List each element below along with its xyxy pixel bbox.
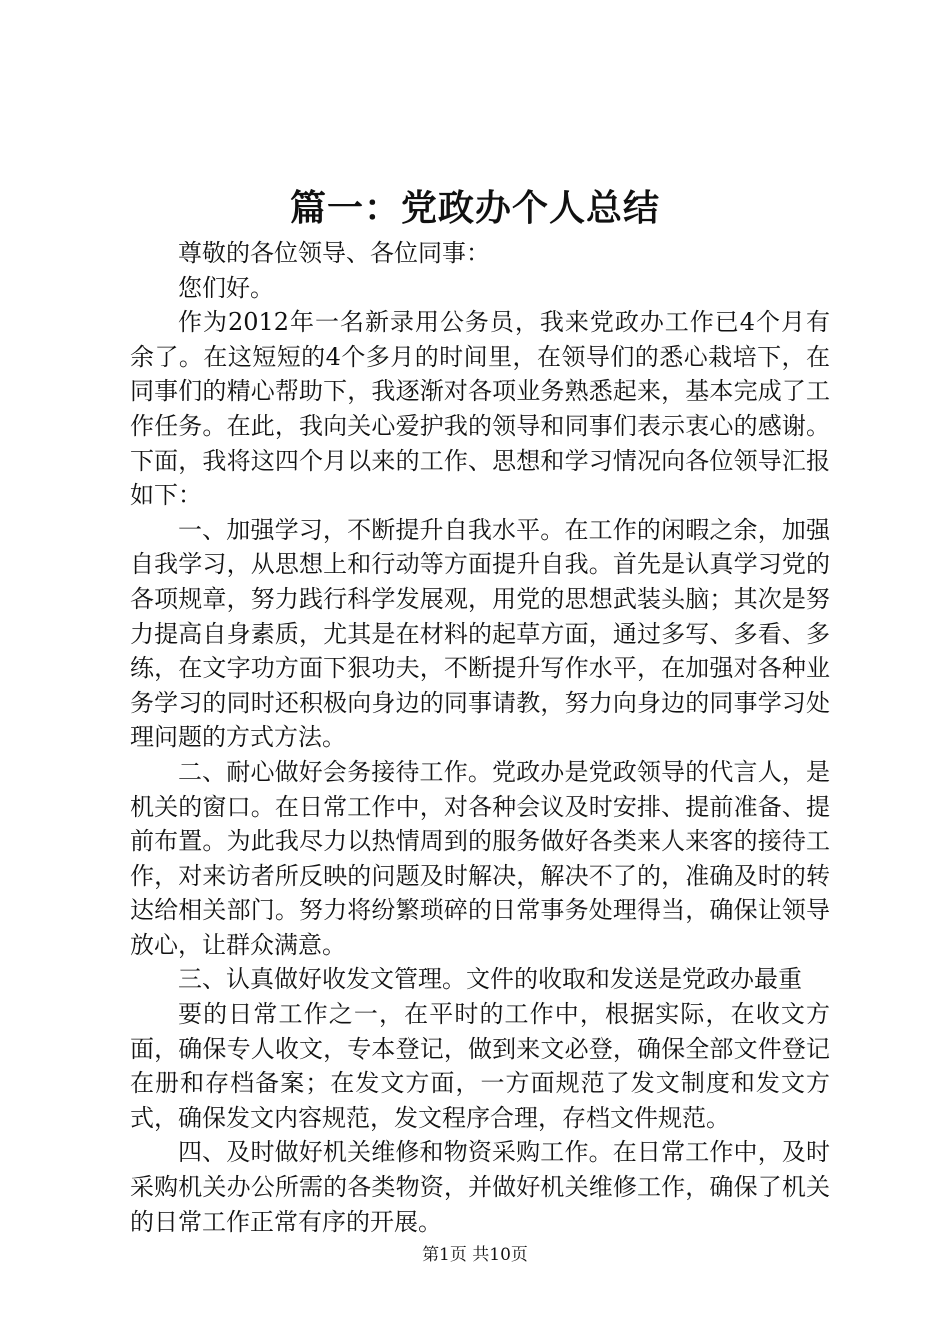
document-title: 篇一：党政办个人总结 — [289, 187, 660, 229]
page-number-footer: 第1页 共10页 — [422, 1245, 528, 1265]
paragraph-section-3-start: 三、认真做好收发文管理。文件的收取和发送是党政办最重 — [178, 965, 802, 994]
greeting: 您们好。 — [178, 273, 274, 302]
salutation: 尊敬的各位领导、各位同事： — [178, 239, 490, 267]
paragraph-section-4: 四、及时做好机关维修和物资采购工作。在日常工作中，及时采购机关办公所需的各类物资，并做好机关维修工作，确保了机关的日常工作正常有序的开展。 — [130, 1138, 830, 1236]
paragraph-intro: 作为2012年一名新录用公务员，我来党政办工作已4个月有余了。在这短短的4个多月的时间里，在领导们的悉心栽培下，在同事们的精心帮助下，我逐渐对各项业务熟悉起来，基本完成了工作任务。在此，我向关心爱护我的领导和同事们表示衷心的感谢。下面，我将这四个月以来的工作、思想和学习情况向各位领导汇报如下： — [130, 308, 830, 510]
paragraph-section-2: 二、耐心做好会务接待工作。党政办是党政领导的代言人，是机关的窗口。在日常工作中，对各种会议及时安排、提前准备、提前布置。为此我尽力以热情周到的服务做好各类来人来客的接待工作，对来访者所反映的问题及时解决，解决不了的，准确及时的转达给相关部门。努力将纷繁琐碎的日常事务处理得当，确保让领导放心，让群众满意。 — [130, 757, 830, 959]
paragraph-section-1: 一、加强学习，不断提升自我水平。在工作的闲暇之余，加强自我学习，从思想上和行动等方面提升自我。首先是认真学习党的各项规章，努力践行科学发展观，用党的思想武装头脑；其次是努力提高自身素质，尤其是在材料的起草方面，通过多写、多看、多练，在文字功方面下狠功夫，不断提升写作水平，在加强对各种业务学习的同时还积极向身边的同事请教，努力向身边的同事学习处理问题的方式方法。 — [130, 515, 830, 752]
document-body — [130, 236, 830, 1239]
paragraph-section-3-continued: 要的日常工作之一，在平时的工作中，根据实际，在收文方面，确保专人收文，专本登记，做到来文必登，确保全部文件登记在册和存档备案；在发文方面，一方面规范了发文制度和发文方式，确保发文内容规范，发文程序合理，存档文件规范。 — [130, 1000, 830, 1132]
